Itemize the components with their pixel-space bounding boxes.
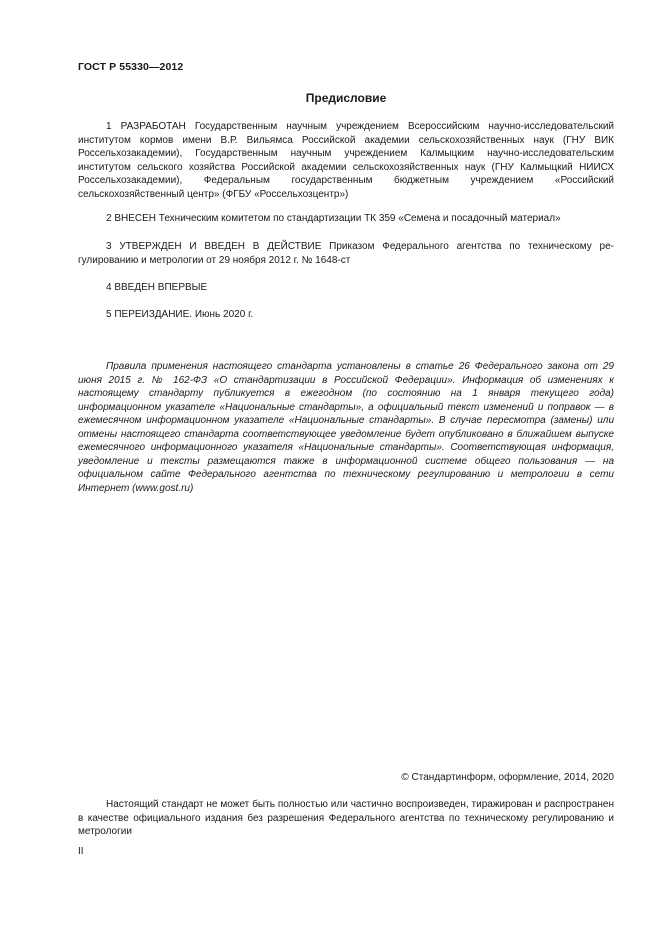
application-rules-notice: Правила применения настоящего стандарта установлены в статье 26 Федерального закона от 29 июня 2015 г. № 162-ФЗ «О стандартизации в Российской Федерации». Информация об изменениях к настоящему стандарту публикуется в ежегодном (по состоянию на 1 января текущего года) информационном указателе «Национальные стандарты», а официальный текст изменений и поправок — в ежемесячном информационном указателе «Национальные стандарты». В случае пересмотра (замены) или отмены настоящего стандарта соответствующее уведомление будет опубликовано в ближайшем выпуске ежемесячного информационного указателя «Национальные стандарты». Соответствующая информация, уведомление и тексты размещаются также в информационной системе общего пользования — на официальном сайте Федерального агентства по техническому регулированию и метрологии в сети Интернет (www.gost.ru) [78, 361, 614, 494]
standard-code-header: ГОСТ Р 55330—2012 [78, 61, 184, 73]
preface-item-first-introduced: 4 ВВЕДЕН ВПЕРВЫЕ [106, 282, 208, 293]
preface-item-approved: 3 УТВЕРЖДЕН И ВВЕДЕН В ДЕЙСТВИЕ Приказом Федерального агентства по техническому регулированию и метрологии от 29 ноября 2012 г. № 1648-ст [78, 241, 614, 266]
page-title: Предисловие [305, 91, 387, 105]
preface-item-reissue: 5 ПЕРЕИЗДАНИЕ. Июнь 2020 г. [106, 309, 254, 320]
page-number: II [78, 846, 84, 857]
copyright-line: © Стандартинформ, оформление, 2014, 2020 [401, 772, 614, 783]
reprint-restriction-notice: Настоящий стандарт не может быть полностью или частично воспроизведен, тиражирован и распространен в качестве официального издания без разрешения Федерального агентства по техническому регулированию и метрологии [78, 799, 614, 837]
preface-item-introduced: 2 ВНЕСЕН Техническим комитетом по стандартизации ТК 359 «Семена и посадочный материал» [106, 213, 561, 224]
preface-item-developed: 1 РАЗРАБОТАН Государственным научным учреждением Всероссийским научно-исследовательский институтом кормов имени В.Р. Вильямса Российской академии сельскохозяйственных наук (ГНУ ВИК Россельхозакадемии), Государственным научным учреждением Калмыцким научно-исследовательским институтом сельского хозяйства Российской академии сельскохозяйственных наук (ГНУ Калмыцкий НИИСХ Россельхозакадемии), Федеральным государственным бюджетным учреждением «Российский сельскохозяйственный центр» (ФГБУ «Россельхозцентр») [78, 121, 614, 200]
